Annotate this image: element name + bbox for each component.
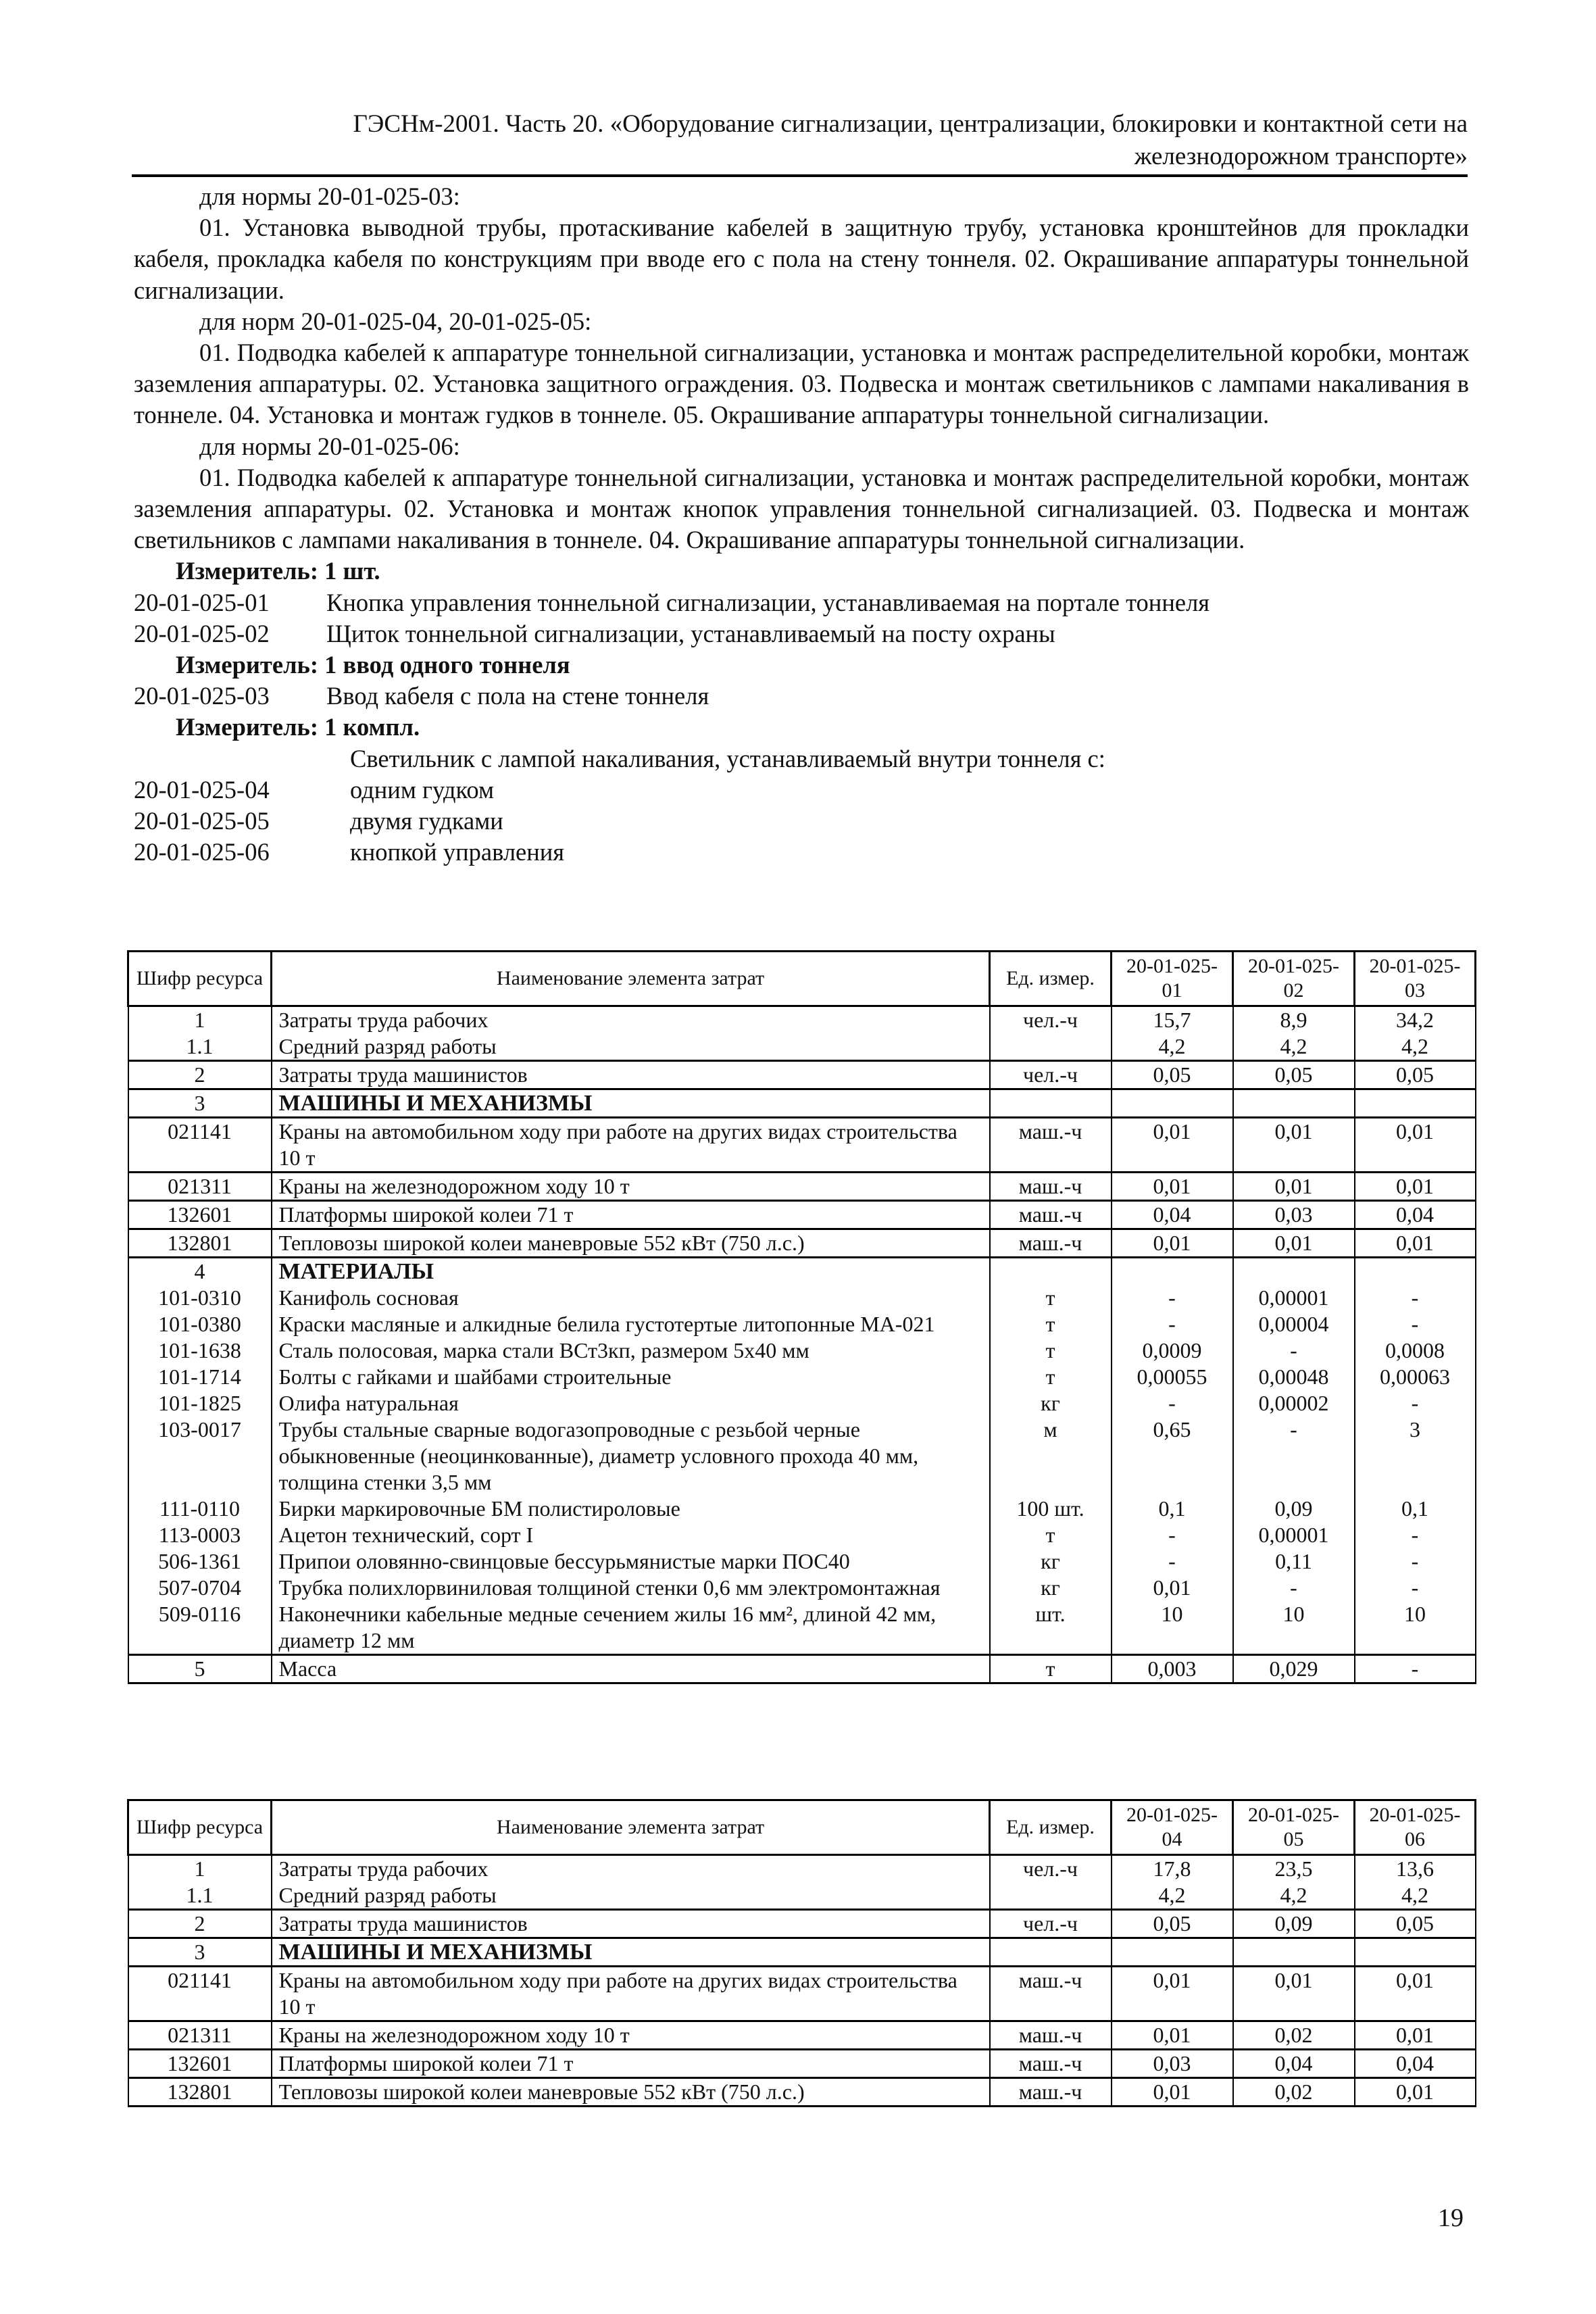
- norm-code: 20-01-025-04: [134, 775, 270, 804]
- norm-value: 0,029: [1233, 1655, 1355, 1683]
- resource-code: 4: [128, 1258, 272, 1285]
- unit: маш.-ч: [990, 2078, 1112, 2107]
- header-norm-code: 20-01-025-02: [1233, 952, 1355, 1006]
- norm-value: 0,01: [1233, 1229, 1355, 1258]
- table-row: [128, 1089, 1476, 1118]
- resource-code: 101-0310: [128, 1285, 272, 1311]
- cost-element-name: Тепловозы широкой колеи маневровые 552 кВт (750 л.с.): [272, 2078, 990, 2107]
- unit: [990, 1882, 1112, 1910]
- header-line-1: ГЭСНм-2001. Часть 20. «Оборудование сигнализации, централизации, блокировки и контактной сети на: [353, 110, 1468, 138]
- norm-value: 3: [1355, 1417, 1476, 1496]
- norm-value: 0,00002: [1233, 1390, 1355, 1417]
- table-row: [128, 1967, 1476, 2021]
- measure-unit-heading: Измеритель: 1 ввод одного тоннеля: [176, 651, 570, 679]
- header-code: Шифр ресурса: [128, 1800, 272, 1855]
- norm-value: 0,01: [1112, 1229, 1233, 1258]
- norm-title: Ввод кабеля с пола на стене тоннеля: [326, 682, 709, 710]
- norm-value: 0,1: [1355, 1496, 1476, 1522]
- norm-value: 0,00055: [1112, 1364, 1233, 1390]
- unit: маш.-ч: [990, 1229, 1112, 1258]
- cost-element-name: МАШИНЫ И МЕХАНИЗМЫ: [272, 1938, 990, 1967]
- unit: чел.-ч: [990, 1855, 1112, 1883]
- resource-code: 1.1: [128, 1033, 272, 1061]
- norm-entry: [134, 587, 1469, 618]
- norm-value: 0,65: [1112, 1417, 1233, 1496]
- cost-element-name: Тепловозы широкой колеи маневровые 552 кВт (750 л.с.): [272, 1229, 990, 1258]
- table-row: [128, 1655, 1476, 1683]
- norm-value: [1112, 1089, 1233, 1118]
- table-row: [128, 1118, 1476, 1173]
- norm-value: 0,01: [1233, 1173, 1355, 1201]
- norm-value: 10: [1355, 1601, 1476, 1655]
- resource-code: 1.1: [128, 1882, 272, 1910]
- norm-value: 0,01: [1355, 1967, 1476, 2021]
- norm-entry: [134, 837, 1469, 868]
- norm-value: 0,05: [1355, 1061, 1476, 1089]
- cost-element-name: Канифоль сосновая: [272, 1285, 990, 1311]
- table-row: [128, 1522, 1476, 1548]
- cost-element-name: Ацетон технический, сорт I: [272, 1522, 990, 1548]
- header-norm-code: 20-01-025-06: [1355, 1800, 1476, 1855]
- resource-code: 101-0380: [128, 1311, 272, 1337]
- resource-code: 021141: [128, 1118, 272, 1173]
- norm-value: -: [1233, 1417, 1355, 1496]
- unit: [990, 1089, 1112, 1118]
- norm-value: 0,04: [1233, 2050, 1355, 2078]
- table-row: [128, 1601, 1476, 1655]
- cost-element-name: Затраты труда рабочих: [272, 1855, 990, 1883]
- resource-code: 507-0704: [128, 1575, 272, 1601]
- resource-code: 1: [128, 1855, 272, 1883]
- unit: маш.-ч: [990, 1173, 1112, 1201]
- table-row: [128, 1938, 1476, 1967]
- norm-title: Щиток тоннельной сигнализации, устанавливаемый на посту охраны: [326, 619, 1055, 647]
- norm-group-title: Светильник с лампой накаливания, устанавливаемый внутри тоннеля с:: [350, 744, 1105, 772]
- resource-code: 021311: [128, 1173, 272, 1201]
- unit: т: [990, 1655, 1112, 1683]
- resource-code: 101-1638: [128, 1337, 272, 1364]
- measure-unit-heading: Измеритель: 1 шт.: [176, 557, 380, 585]
- norm-value: 0,01: [1355, 2021, 1476, 2050]
- resource-code: 132601: [128, 2050, 272, 2078]
- unit: кг: [990, 1390, 1112, 1417]
- norm-value: 0,02: [1233, 2078, 1355, 2107]
- norm-value: 4,2: [1355, 1033, 1476, 1061]
- cost-element-name: Олифа натуральная: [272, 1390, 990, 1417]
- norm-value: 4,2: [1112, 1033, 1233, 1061]
- norm-value: 8,9: [1233, 1006, 1355, 1034]
- resource-code: 021311: [128, 2021, 272, 2050]
- norm-value: 0,00001: [1233, 1285, 1355, 1311]
- norm-value: 0,003: [1112, 1655, 1233, 1683]
- cost-element-name: Трубы стальные сварные водогазопроводные с резьбой черные обыкновенные (неоцинкованные), диаметр условного прохода 40 мм, толщина стенки 3,5 мм: [272, 1417, 990, 1496]
- table-row: [128, 1033, 1476, 1061]
- norm-entry: [134, 618, 1469, 649]
- table-body: [128, 1800, 1476, 2107]
- norm-value: 17,8: [1112, 1855, 1233, 1883]
- norm-code: 20-01-025-06: [134, 838, 270, 866]
- cost-element-name: Болты с гайками и шайбами строительные: [272, 1364, 990, 1390]
- cost-element-name: Затраты труда машинистов: [272, 1910, 990, 1938]
- norm-title: двумя гудками: [350, 807, 503, 835]
- norm-value: 0,01: [1355, 1118, 1476, 1173]
- unit: м: [990, 1417, 1112, 1496]
- running-header: [184, 108, 1468, 173]
- norm-value: 0,01: [1112, 2078, 1233, 2107]
- unit: [990, 1033, 1112, 1061]
- norm-value: 0,01: [1112, 1118, 1233, 1173]
- unit: т: [990, 1522, 1112, 1548]
- norm-title: одним гудком: [350, 775, 495, 804]
- norm-value: 0,03: [1112, 2050, 1233, 2078]
- norm-value: 0,05: [1233, 1061, 1355, 1089]
- header-name: Наименование элемента затрат: [272, 952, 990, 1006]
- norm-value: 0,11: [1233, 1548, 1355, 1575]
- norm-value: 0,05: [1112, 1061, 1233, 1089]
- table-row: [128, 2050, 1476, 2078]
- norm-value: [1233, 1089, 1355, 1118]
- scope-label: для норм 20-01-025-04, 20-01-025-05:: [199, 307, 592, 335]
- norm-entry: [134, 681, 1469, 712]
- norm-value: 0,0008: [1355, 1337, 1476, 1364]
- norm-value: 23,5: [1233, 1855, 1355, 1883]
- table-header-row: [128, 1800, 1476, 1855]
- resource-table-1: [127, 950, 1476, 1684]
- table-body: [128, 952, 1476, 1683]
- table-row: [128, 1173, 1476, 1201]
- operations-paragraph: 01. Подводка кабелей к аппаратуре тоннельной сигнализации, установка и монтаж распределительной коробки, монтаж заземления аппаратуры. 02. Установка защитного ограждения. 03. Подвеска и монтаж светильников с лампами накаливания в тоннеле. 04. Установка и монтаж гудков в тоннеле. 05. Окрашивание аппаратуры тоннельной сигнализации.: [134, 339, 1469, 429]
- resource-code: 2: [128, 1061, 272, 1089]
- table-row: [128, 1229, 1476, 1258]
- norm-value: -: [1112, 1285, 1233, 1311]
- unit: чел.-ч: [990, 1061, 1112, 1089]
- header-norm-code: 20-01-025-04: [1112, 1800, 1233, 1855]
- measure-unit-heading: Измеритель: 1 компл.: [176, 713, 420, 741]
- cost-element-name: Краны на железнодорожном ходу 10 т: [272, 1173, 990, 1201]
- table-row: [128, 1910, 1476, 1938]
- page-number: 19: [1438, 2204, 1464, 2232]
- norm-value: -: [1355, 1655, 1476, 1683]
- norm-value: 0,0009: [1112, 1337, 1233, 1364]
- resource-code: 132801: [128, 1229, 272, 1258]
- cost-element-name: МАШИНЫ И МЕХАНИЗМЫ: [272, 1089, 990, 1118]
- table-row: [128, 1417, 1476, 1496]
- norm-value: [1112, 1258, 1233, 1285]
- norm-value: 0,01: [1233, 1118, 1355, 1173]
- norm-value: [1112, 1938, 1233, 1967]
- norm-value: 0,00004: [1233, 1311, 1355, 1337]
- norm-value: -: [1112, 1522, 1233, 1548]
- norm-value: 0,01: [1233, 1967, 1355, 2021]
- header-unit: Ед. измер.: [990, 952, 1112, 1006]
- scope-label: для нормы 20-01-025-06:: [199, 432, 460, 460]
- resource-code: 1: [128, 1006, 272, 1034]
- resource-code: 506-1361: [128, 1548, 272, 1575]
- norm-code: 20-01-025-01: [134, 588, 270, 616]
- resource-code: 113-0003: [128, 1522, 272, 1548]
- header-norm-code: 20-01-025-05: [1233, 1800, 1355, 1855]
- norm-value: 10: [1112, 1601, 1233, 1655]
- table-row: [128, 1496, 1476, 1522]
- table-header-row: [128, 952, 1476, 1006]
- table-row: [128, 1285, 1476, 1311]
- norm-value: 0,01: [1112, 2021, 1233, 2050]
- norm-value: 0,04: [1355, 1201, 1476, 1229]
- unit: маш.-ч: [990, 1201, 1112, 1229]
- table-row: [128, 1311, 1476, 1337]
- cost-element-name: Затраты труда рабочих: [272, 1006, 990, 1034]
- norm-value: 4,2: [1233, 1033, 1355, 1061]
- norm-value: -: [1355, 1285, 1476, 1311]
- norm-value: -: [1233, 1575, 1355, 1601]
- unit: маш.-ч: [990, 1118, 1112, 1173]
- norm-code: 20-01-025-02: [134, 619, 270, 647]
- norm-value: 0,01: [1112, 1967, 1233, 2021]
- norm-title: кнопкой управления: [350, 838, 565, 866]
- norm-value: 0,03: [1233, 1201, 1355, 1229]
- norm-value: -: [1112, 1390, 1233, 1417]
- norm-value: 0,02: [1233, 2021, 1355, 2050]
- norm-value: -: [1355, 1548, 1476, 1575]
- norm-value: 0,04: [1355, 2050, 1476, 2078]
- unit: маш.-ч: [990, 2021, 1112, 2050]
- unit: маш.-ч: [990, 1967, 1112, 2021]
- table-row: [128, 1882, 1476, 1910]
- norm-value: 34,2: [1355, 1006, 1476, 1034]
- norm-value: 0,01: [1355, 2078, 1476, 2107]
- resource-code: 111-0110: [128, 1496, 272, 1522]
- norm-value: 0,09: [1233, 1910, 1355, 1938]
- norm-description: [134, 181, 1469, 868]
- resource-code: 021141: [128, 1967, 272, 2021]
- norm-value: 0,1: [1112, 1496, 1233, 1522]
- table-row: [128, 1258, 1476, 1285]
- unit: т: [990, 1337, 1112, 1364]
- norm-value: -: [1355, 1522, 1476, 1548]
- unit: т: [990, 1364, 1112, 1390]
- cost-element-name: Бирки маркировочные БМ полистироловые: [272, 1496, 990, 1522]
- unit: шт.: [990, 1601, 1112, 1655]
- norm-value: -: [1355, 1575, 1476, 1601]
- norm-value: -: [1355, 1311, 1476, 1337]
- scope-label: для нормы 20-01-025-03:: [199, 182, 460, 210]
- table-row: [128, 1364, 1476, 1390]
- resource-code: 101-1714: [128, 1364, 272, 1390]
- cost-element-name: Краны на автомобильном ходу при работе на других видах строительства 10 т: [272, 1118, 990, 1173]
- cost-element-name: Средний разряд работы: [272, 1882, 990, 1910]
- unit: маш.-ч: [990, 2050, 1112, 2078]
- cost-element-name: Платформы широкой колеи 71 т: [272, 1201, 990, 1229]
- norm-value: 0,00048: [1233, 1364, 1355, 1390]
- table-row: [128, 1390, 1476, 1417]
- unit: кг: [990, 1548, 1112, 1575]
- norm-value: -: [1112, 1311, 1233, 1337]
- cost-element-name: Трубка полихлорвиниловая толщиной стенки 0,6 мм электромонтажная: [272, 1575, 990, 1601]
- norm-value: 13,6: [1355, 1855, 1476, 1883]
- norm-entry: [134, 774, 1469, 806]
- table-row: [128, 2021, 1476, 2050]
- header-norm-code: 20-01-025-03: [1355, 952, 1476, 1006]
- header-line-2: железнодорожном транспорте»: [1134, 143, 1468, 170]
- norm-value: 4,2: [1112, 1882, 1233, 1910]
- cost-element-name: Средний разряд работы: [272, 1033, 990, 1061]
- cost-element-name: Масса: [272, 1655, 990, 1683]
- resource-code: 132601: [128, 1201, 272, 1229]
- norm-value: 10: [1233, 1601, 1355, 1655]
- table-row: [128, 1006, 1476, 1034]
- cost-element-name: Краны на железнодорожном ходу 10 т: [272, 2021, 990, 2050]
- norm-code: 20-01-025-05: [134, 807, 270, 835]
- table-row: [128, 1548, 1476, 1575]
- resource-code: 103-0017: [128, 1417, 272, 1496]
- norm-value: 4,2: [1233, 1882, 1355, 1910]
- resource-code: 132801: [128, 2078, 272, 2107]
- unit: чел.-ч: [990, 1910, 1112, 1938]
- norm-value: [1355, 1938, 1476, 1967]
- resource-code: 3: [128, 1089, 272, 1118]
- cost-element-name: Краски масляные и алкидные белила густотертые литопонные МА-021: [272, 1311, 990, 1337]
- norm-value: [1355, 1258, 1476, 1285]
- norm-value: 0,05: [1112, 1910, 1233, 1938]
- norm-value: 0,09: [1233, 1496, 1355, 1522]
- operations-paragraph: 01. Установка выводной трубы, протаскивание кабелей в защитную трубу, установка кронштейнов для прокладки кабеля, прокладка кабеля по конструкциям при вводе его с пола на стену тоннеля. 02. Окрашивание аппаратуры тоннельной сигнализации.: [134, 214, 1469, 304]
- norm-value: 0,01: [1112, 1575, 1233, 1601]
- cost-element-name: Сталь полосовая, марка стали ВСт3кп, размером 5х40 мм: [272, 1337, 990, 1364]
- header-unit: Ед. измер.: [990, 1800, 1112, 1855]
- resource-code: 509-0116: [128, 1601, 272, 1655]
- table-row: [128, 2078, 1476, 2107]
- unit: [990, 1938, 1112, 1967]
- norm-value: [1233, 1258, 1355, 1285]
- cost-element-name: Краны на автомобильном ходу при работе на других видах строительства 10 т: [272, 1967, 990, 2021]
- cost-element-name: Затраты труда машинистов: [272, 1061, 990, 1089]
- unit: т: [990, 1311, 1112, 1337]
- unit: [990, 1258, 1112, 1285]
- header-rule: [132, 174, 1468, 177]
- table-row: [128, 1337, 1476, 1364]
- norm-value: -: [1233, 1337, 1355, 1364]
- norm-title: Кнопка управления тоннельной сигнализации, устанавливаемая на портале тоннеля: [326, 588, 1210, 616]
- cost-element-name: Наконечники кабельные медные сечением жилы 16 мм², длиной 42 мм, диаметр 12 мм: [272, 1601, 990, 1655]
- table-row: [128, 1201, 1476, 1229]
- table-row: [128, 1855, 1476, 1883]
- norm-value: 4,2: [1355, 1882, 1476, 1910]
- norm-value: [1355, 1089, 1476, 1118]
- table-row: [128, 1575, 1476, 1601]
- resource-table-2: [127, 1799, 1476, 2107]
- resource-code: 5: [128, 1655, 272, 1683]
- norm-value: 0,00063: [1355, 1364, 1476, 1390]
- norm-value: 0,01: [1355, 1173, 1476, 1201]
- unit: 100 шт.: [990, 1496, 1112, 1522]
- norm-value: 0,01: [1112, 1173, 1233, 1201]
- norm-value: 15,7: [1112, 1006, 1233, 1034]
- cost-element-name: МАТЕРИАЛЫ: [272, 1258, 990, 1285]
- unit: кг: [990, 1575, 1112, 1601]
- header-name: Наименование элемента затрат: [272, 1800, 990, 1855]
- norm-value: -: [1355, 1390, 1476, 1417]
- norm-value: 0,00001: [1233, 1522, 1355, 1548]
- norm-code: 20-01-025-03: [134, 682, 270, 710]
- cost-element-name: Припои оловянно-свинцовые бессурьмянистые марки ПОС40: [272, 1548, 990, 1575]
- resource-code: 101-1825: [128, 1390, 272, 1417]
- norm-entry: [134, 806, 1469, 837]
- unit: чел.-ч: [990, 1006, 1112, 1034]
- resource-code: 3: [128, 1938, 272, 1967]
- cost-element-name: Платформы широкой колеи 71 т: [272, 2050, 990, 2078]
- norm-value: 0,05: [1355, 1910, 1476, 1938]
- header-norm-code: 20-01-025-01: [1112, 952, 1233, 1006]
- norm-value: 0,04: [1112, 1201, 1233, 1229]
- norm-value: 0,01: [1355, 1229, 1476, 1258]
- norm-value: [1233, 1938, 1355, 1967]
- table-row: [128, 1061, 1476, 1089]
- norm-value: -: [1112, 1548, 1233, 1575]
- resource-code: 2: [128, 1910, 272, 1938]
- unit: т: [990, 1285, 1112, 1311]
- header-code: Шифр ресурса: [128, 952, 272, 1006]
- operations-paragraph: 01. Подводка кабелей к аппаратуре тоннельной сигнализации, установка и монтаж распределительной коробки, монтаж заземления аппаратуры. 02. Установка и монтаж кнопок управления тоннельной сигнализацией. 03. Подвеска и монтаж светильников с лампами накаливания в тоннеле. 04. Окрашивание аппаратуры тоннельной сигнализации.: [134, 463, 1469, 554]
